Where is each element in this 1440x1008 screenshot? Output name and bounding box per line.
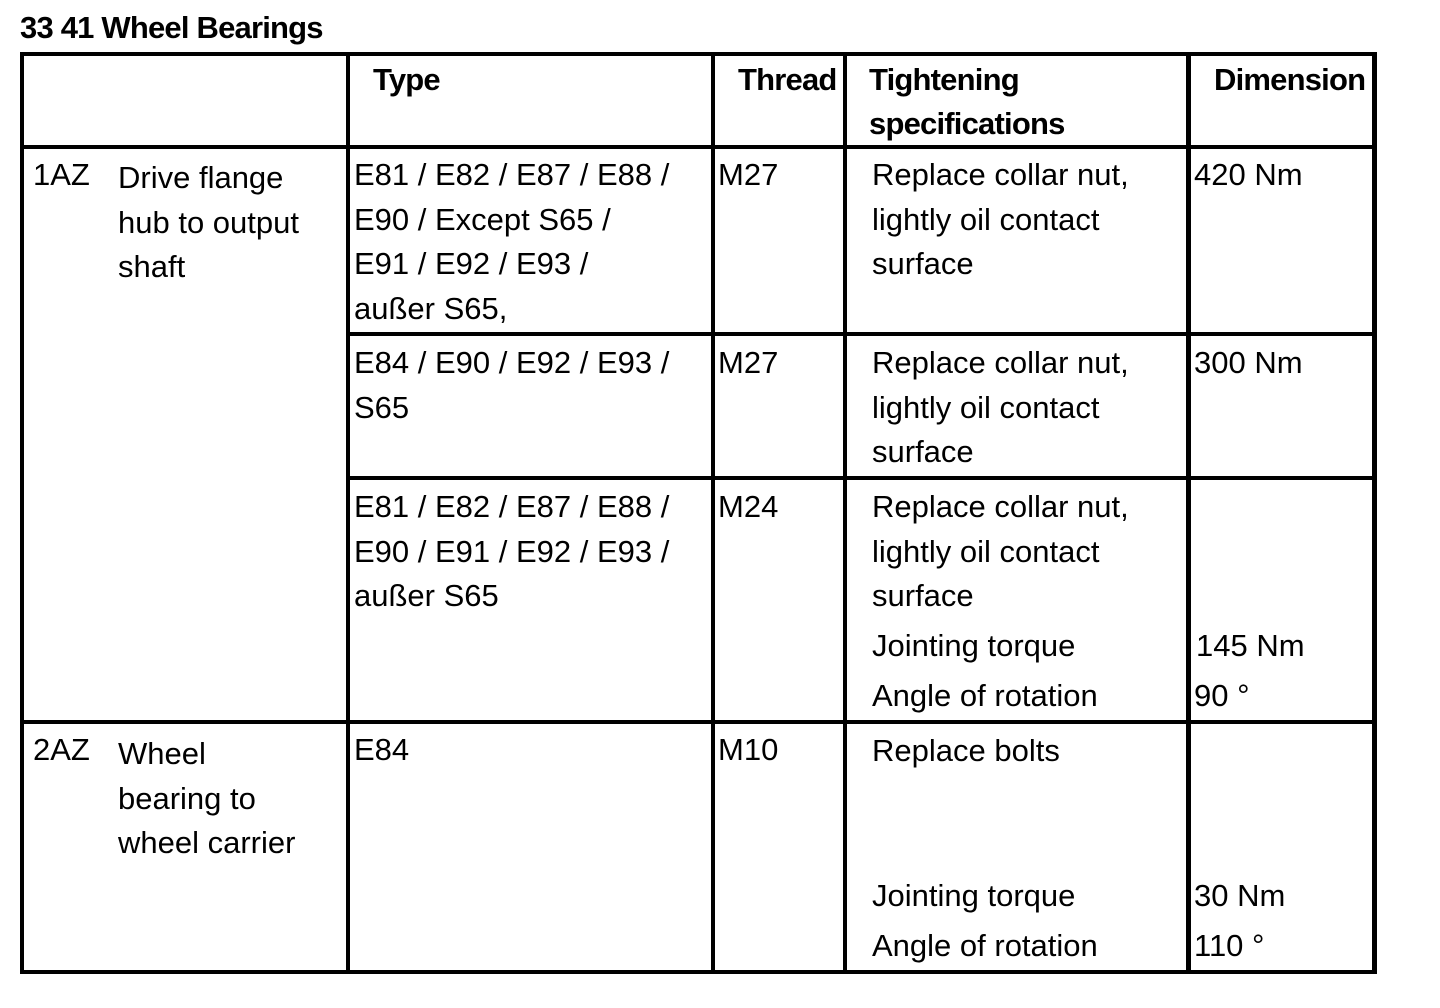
thread-cell: M10	[718, 732, 779, 767]
dimension-value: 420 Nm	[1194, 157, 1303, 192]
header-dimension: Dimension	[1214, 62, 1366, 97]
group-code: 1AZ	[33, 157, 90, 192]
spec-text: Replace collar nut, lightly oil contact surface	[872, 489, 1129, 613]
table-border-right	[1372, 52, 1377, 974]
thread-cell: M27	[718, 345, 779, 380]
dimension-value: 300 Nm	[1194, 345, 1303, 380]
header-type: Type	[373, 62, 440, 97]
spec-text: Angle of rotation	[872, 928, 1098, 963]
spec-text: Replace collar nut, lightly oil contact surface	[872, 157, 1129, 281]
dimension-value: 110 °	[1194, 928, 1265, 963]
column-divider-thread	[711, 52, 715, 974]
type-cell: E84	[354, 732, 410, 767]
thread-cell: M24	[718, 489, 779, 524]
header-thread: Thread	[738, 62, 837, 97]
header-tightening: Tightening specifications	[869, 62, 1065, 141]
type-cell: E84 / E90 / E92 / E93 / S65	[354, 345, 670, 425]
spec-text: Jointing torque	[872, 878, 1076, 913]
column-divider-dimension	[1186, 52, 1191, 974]
header-divider	[20, 145, 1377, 149]
row-divider	[346, 332, 1377, 336]
group-divider	[20, 720, 1377, 724]
type-cell: E81 / E82 / E87 / E88 / E90 / Except S65 / E91 / E92 / E93 / außer S65,	[354, 157, 670, 326]
group-description: Drive flange hub to output shaft	[118, 160, 299, 284]
dimension-value: 145 Nm	[1196, 628, 1305, 663]
type-cell: E81 / E82 / E87 / E88 / E90 / E91 / E92 / E93 / außer S65	[354, 489, 670, 613]
spec-text: Replace collar nut, lightly oil contact surface	[872, 345, 1129, 469]
table-border-bottom	[20, 970, 1377, 974]
table-border-left	[20, 52, 24, 974]
table-border-top	[20, 52, 1377, 56]
column-divider-type	[346, 52, 350, 974]
spec-text: Jointing torque	[872, 628, 1076, 663]
thread-cell: M27	[718, 157, 779, 192]
dimension-value: 30 Nm	[1194, 878, 1286, 913]
page-title: 33 41 Wheel Bearings	[20, 10, 323, 45]
group-code: 2AZ	[33, 732, 90, 767]
dimension-value: 90 °	[1194, 678, 1250, 713]
group-description: Wheel bearing to wheel carrier	[118, 736, 296, 860]
column-divider-tightening	[843, 52, 847, 974]
row-divider	[346, 476, 1377, 480]
spec-text: Replace bolts	[872, 733, 1060, 768]
spec-text: Angle of rotation	[872, 678, 1098, 713]
